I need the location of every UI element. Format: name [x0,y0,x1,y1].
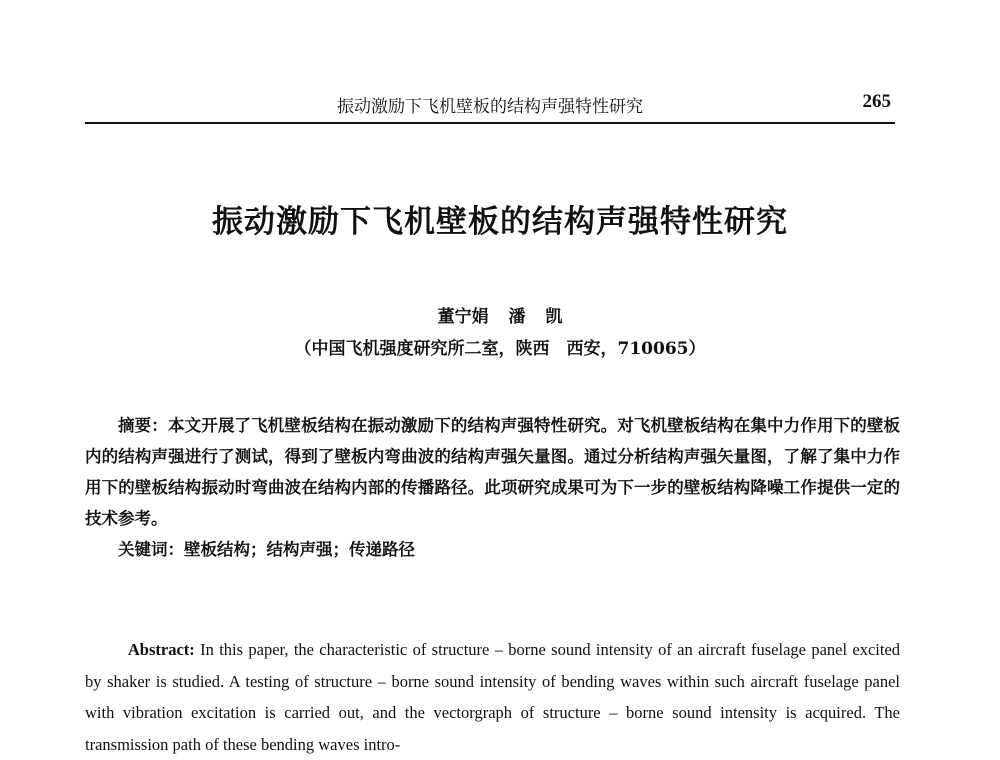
abstract-chinese [85,410,900,534]
abstract-chinese-label: 摘要： [118,416,168,435]
running-header [85,88,895,124]
abstract-english-text: In this paper, the characteristic of structure – borne sound intensity of an aircraft fuselage panel excited by shaker is studied. A testing of structure – borne sound intensity of bending waves within such aircraft fuselage panel with vibration excitation is carried out, and the vectorgraph of structure – borne sound intensity is acquired. The transmission path of these bending waves intro- [85,640,901,754]
keywords-chinese-label: 关键词： [118,540,184,559]
running-title: 振动激励下飞机壁板的结构声强特性研究 [337,97,643,117]
keywords-chinese-text: 壁板结构；结构声强；传递路径 [184,540,415,559]
page-number: 265 [862,91,891,112]
abstract-chinese-text: 本文开展了飞机壁板结构在振动激励下的结构声强特性研究。对飞机壁板结构在集中力作用下的壁板内的结构声强进行了测试，得到了壁板内弯曲波的结构声强矢量图。通过分析结构声强矢量图，了解了集中力作用下的壁板结构振动时弯曲波在结构内部的传播路径。此项研究成果可为下一步的壁板结构降噪工作提供一定的技术参考。 [85,416,901,528]
keywords-chinese [85,534,900,565]
abstract-english [85,634,900,760]
abstract-english-label: Abstract: [127,640,195,659]
authors: 董宁娟 潘 凯 [437,307,563,327]
paper-title: 振动激励下飞机壁板的结构声强特性研究 [212,204,788,240]
affiliation: （中国飞机强度研究所二室，陕西 西安，710065） [294,339,706,359]
